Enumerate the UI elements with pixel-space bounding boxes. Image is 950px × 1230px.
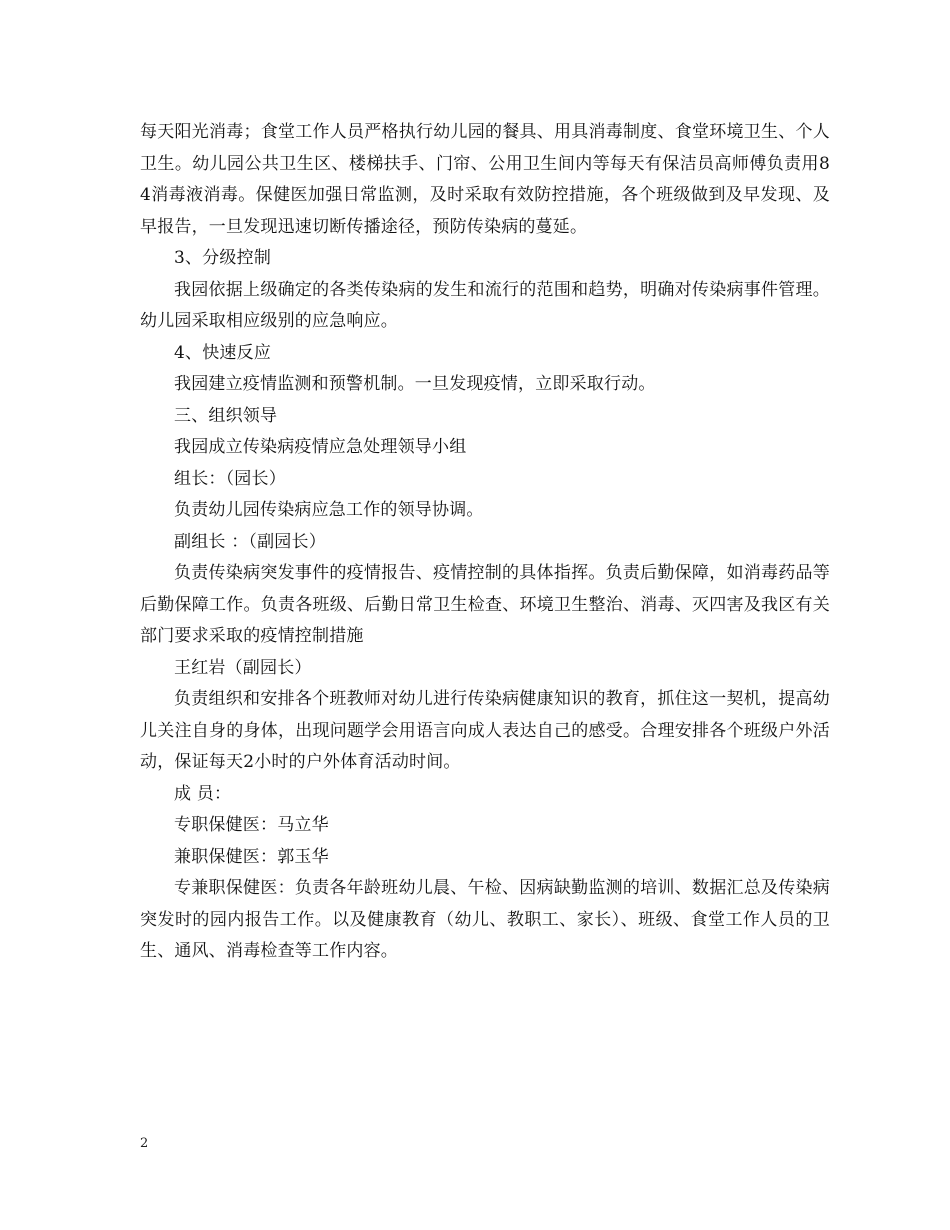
paragraph: 负责组织和安排各个班教师对幼儿进行传染病健康知识的教育，抓住这一契机，提高幼儿关注自身的身体，出现问题学会用语言向成人表达自己的感受。合理安排各个班级户外活动，保证每天2小时的户外体育活动时间。 [140, 689, 830, 772]
paragraph: 专兼职保健医：负责各年龄班幼儿晨、午检、因病缺勤监测的培训、数据汇总及传染病突发时的园内报告工作。以及健康教育（幼儿、教职工、家长）、班级、食堂工作人员的卫生、通风、消毒检查等工作内容。 [140, 878, 830, 961]
document-body [140, 117, 830, 968]
paragraph: 组长：（园长） [174, 468, 286, 489]
paragraph: 王红岩（副园长） [174, 657, 312, 678]
paragraph: 三、组织领导 [174, 405, 278, 426]
paragraph: 专职保健医：马立华 [174, 815, 329, 835]
paragraph: 每天阳光消毒；食堂工作人员严格执行幼儿园的餐具、用具消毒制度、食堂环境卫生、个人卫生。幼儿园公共卫生区、楼梯扶手、门帘、公用卫生间内等每天有保洁员高师傅负责用84消毒液消毒。保健医加强日常监测，及时采取有效防控措施，各个班级做到及早发现、及早报告，一旦发现迅速切断传播途径，预防传染病的蔓延。 [140, 122, 830, 237]
page-number: 2 [140, 1136, 149, 1151]
paragraph: 负责幼儿园传染病应急工作的领导协调。 [174, 500, 484, 520]
paragraph: 我园建立疫情监测和预警机制。一旦发现疫情，立即采取行动。 [174, 374, 656, 394]
paragraph: 3、分级控制 [174, 248, 272, 268]
paragraph: 4、快速反应 [174, 342, 272, 363]
paragraph: 我园依据上级确定的各类传染病的发生和流行的范围和趋势，明确对传染病事件管理。幼儿园采取相应级别的应急响应。 [140, 279, 830, 331]
paragraph: 副组长 ：（副园长） [174, 531, 326, 552]
paragraph: 负责传染病突发事件的疫情报告、疫情控制的具体指挥。负责后勤保障，如消毒药品等后勤保障工作。负责各班级、后勤日常卫生检查、环境卫生整治、消毒、灭四害及我区有关部门要求采取的疫情控制措施 [140, 563, 830, 646]
paragraph: 兼职保健医：郭玉华 [174, 846, 329, 867]
paragraph: 成 员： [174, 783, 232, 804]
paragraph: 我园成立传染病疫情应急处理领导小组 [174, 437, 467, 457]
